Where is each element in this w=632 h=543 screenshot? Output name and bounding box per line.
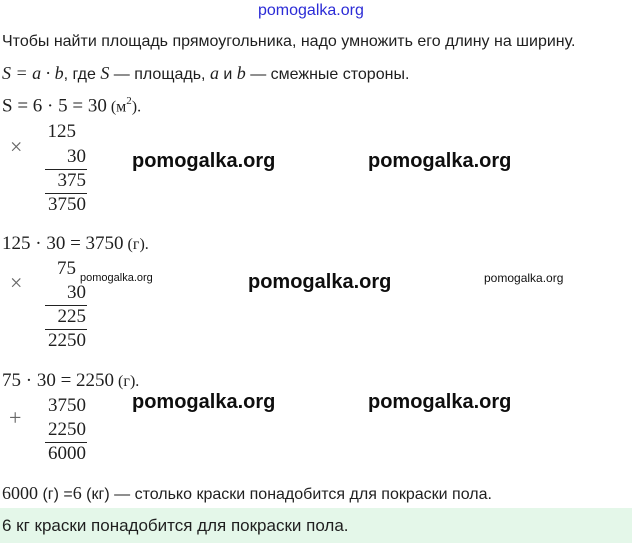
area-close: ). — [131, 98, 142, 116]
formula-text: и — [218, 66, 237, 83]
watermark: pomogalka.org — [132, 150, 276, 172]
product: 3750 — [48, 194, 86, 215]
factor: 30 — [67, 282, 86, 303]
area-expression: S = 6 · 5 = 30 — [2, 95, 107, 117]
watermark: pomogalka.org — [248, 271, 392, 293]
total-unit: (г) = — [38, 486, 73, 503]
sum: 6000 — [48, 443, 86, 464]
formula-var-s: S — [100, 63, 110, 83]
result-expression: 75 · 30 = 2250 — [2, 370, 115, 391]
answer-text: 6 кг краски понадобится для покраски пола. — [2, 516, 349, 535]
formula-line — [2, 63, 409, 84]
watermark-small: pomogalka.org — [484, 271, 564, 285]
partial-product: 225 — [57, 306, 86, 327]
addend: 2250 — [48, 419, 86, 440]
watermark: pomogalka.org — [368, 391, 512, 413]
result-expression: 125 · 30 = 3750 — [2, 233, 124, 254]
formula-text: , где — [63, 66, 101, 83]
result-line-2 — [2, 370, 139, 392]
watermark-small: pomogalka.org — [80, 272, 153, 284]
multiply-sign: × — [10, 134, 23, 159]
formula-text: — смежные стороны. — [245, 66, 410, 83]
partial-product: 375 — [57, 170, 86, 191]
intro-text: Чтобы найти площадь прямоугольника, надо умножить его длину на ширину. — [2, 33, 576, 50]
multiply-sign: × — [10, 270, 23, 295]
formula-var-a: a — [209, 63, 219, 83]
addend: 3750 — [48, 395, 86, 416]
watermark: pomogalka.org — [132, 391, 276, 413]
formula-equation: S = a · b — [2, 63, 64, 83]
answer-box — [0, 508, 632, 543]
factor: 75 — [57, 258, 76, 279]
total-line — [2, 483, 492, 504]
area-unit: (м — [106, 98, 127, 116]
factor: 125 — [47, 121, 76, 142]
factor: 30 — [67, 146, 86, 167]
formula-var-b: b — [236, 63, 246, 83]
site-header: pomogalka.org — [258, 2, 364, 19]
total-text: (кг) — столько краски понадобится для покраски пола. — [81, 486, 492, 503]
product: 2250 — [48, 330, 86, 351]
area-line — [2, 95, 141, 117]
plus-sign: + — [9, 405, 22, 430]
result-unit: (г). — [114, 373, 140, 390]
result-line-1 — [2, 233, 149, 255]
total-grams: 6000 — [2, 483, 38, 503]
watermark: pomogalka.org — [368, 150, 512, 172]
formula-text: — площадь, — [109, 66, 210, 83]
area-unit-sup: 2 — [126, 95, 132, 107]
result-unit: (г). — [123, 236, 149, 253]
total-kg: 6 — [72, 483, 82, 503]
